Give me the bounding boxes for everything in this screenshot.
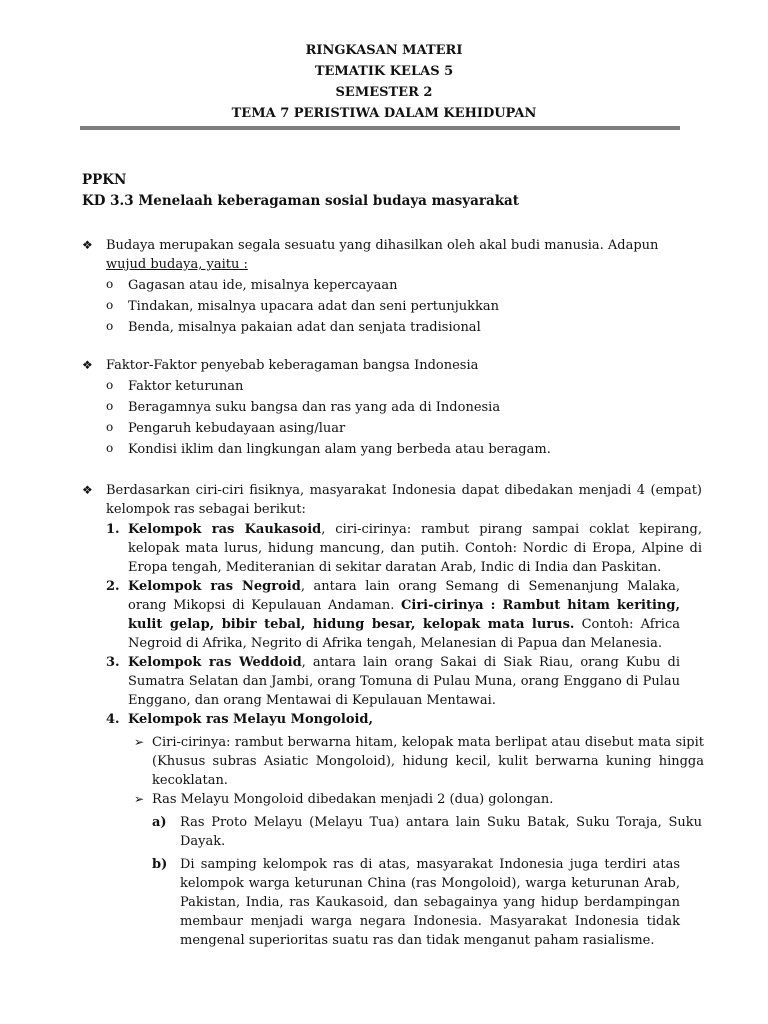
section-budaya <box>82 236 680 339</box>
alpha-item <box>82 855 680 950</box>
item-text: , antara lain orang Semang di Semenanjung Malaka, orang Mikopsi di Kepulauan Andaman. <box>128 579 680 613</box>
arrow-item <box>82 790 702 809</box>
alpha-item-text: Di samping kelompok ras di atas, masyarakat Indonesia juga terdiri atas kelompok warga keturunan China (ras Mongoloid), warga keturunan Arab, Pakistan, India, ras Kaukasoid, dan sebagainya yang hidup berdampingan membaur menjadi warga negara Indonesia. Masyarakat Indonesia tidak mengenal superioritas suatu ras dan tidak menganut paham rasialisme. <box>180 857 680 948</box>
arrow-item <box>82 733 704 790</box>
item-bold-text: Kelompok ras Melayu Mongoloid, <box>128 712 374 727</box>
item-text: , ciri-cirinya: rambut pirang sampai coklat kepirang, kelopak mata lurus, hidung mancung, dan putih. Contoh: Nordic di Eropa, Alpine di Eropa tengah, Mediteranian di sekitar daratan Arab, Indic di India dan Paskitan. <box>128 522 702 575</box>
circle-bullet-icon: o <box>106 420 114 434</box>
bullet-item <box>82 356 680 375</box>
numbered-item <box>82 520 702 577</box>
section-ras <box>82 481 702 950</box>
list-item-text: Beragamnya suku bangsa dan ras yang ada di Indonesia <box>128 400 501 415</box>
header-line-1: RINGKASAN MATERI <box>305 43 463 58</box>
bullet-item <box>82 481 702 519</box>
alpha-item-text: Ras Proto Melayu (Melayu Tua) antara lain Suku Batak, Suku Toraja, Suku Dayak. <box>180 815 702 849</box>
numbered-item <box>82 577 680 653</box>
header-line-2: TEMATIK KELAS 5 <box>314 64 454 79</box>
item-bold-text: Kelompok ras Negroid <box>128 579 301 594</box>
list-item-text: Benda, misalnya pakaian adat dan senjata tradisional <box>128 320 481 335</box>
section-faktor <box>82 356 680 461</box>
bullet-item <box>82 236 680 274</box>
list-item <box>82 419 680 438</box>
bullet-text: Berdasarkan ciri-ciri fisiknya, masyarakat Indonesia dapat dibedakan menjadi 4 (empat) kelompok ras sebagai berikut: <box>106 483 702 517</box>
alpha-label: b) <box>152 857 168 872</box>
circle-bullet-icon: o <box>106 378 114 392</box>
alpha-label: a) <box>152 815 167 830</box>
arrow-item-text: Ras Melayu Mongoloid dibedakan menjadi 2 (dua) golongan. <box>152 792 554 807</box>
item-number: 2. <box>106 579 120 594</box>
list-item <box>82 440 680 459</box>
list-item <box>82 377 680 396</box>
sub-list <box>82 377 680 459</box>
subject-title: PPKN <box>82 172 127 188</box>
underlined-text: wujud budaya, yaitu : <box>106 257 248 272</box>
numbered-list <box>82 520 702 729</box>
circle-bullet-icon: o <box>106 441 114 455</box>
arrow-item-text: Ciri-cirinya: rambut berwarna hitam, kelopak mata berlipat atau disebut mata sipit (Khusus subras Asiatic Mongoloid), hidung kecil, kulit berwarna kuning hingga kecoklatan. <box>152 735 704 788</box>
diamond-bullet-icon: ❖ <box>82 483 93 497</box>
header-line-3: SEMESTER 2 <box>335 85 433 100</box>
arrow-list <box>82 733 702 809</box>
list-item <box>82 297 680 316</box>
circle-bullet-icon: o <box>106 298 114 312</box>
arrow-bullet-icon: ➢ <box>134 735 145 749</box>
numbered-item <box>82 653 680 710</box>
list-item <box>82 276 680 295</box>
circle-bullet-icon: o <box>106 277 114 291</box>
item-text-2: Contoh: Africa Negroid di Afrika, Negrito di Afrika tengah, Melanesian di Papua dan Melanesia. <box>128 617 681 651</box>
item-bold-text: Kelompok ras Kaukasoid <box>128 522 322 537</box>
numbered-item <box>82 710 702 729</box>
arrow-bullet-icon: ➢ <box>134 792 145 806</box>
list-item-text: Faktor keturunan <box>128 379 244 394</box>
item-number: 1. <box>106 522 120 537</box>
header-line-4: TEMA 7 PERISTIWA DALAM KEHIDUPAN <box>231 106 537 121</box>
circle-bullet-icon: o <box>106 399 114 413</box>
sub-list <box>82 276 680 337</box>
list-item-text: Kondisi iklim dan lingkungan alam yang berbeda atau beragam. <box>128 442 551 457</box>
list-item-text: Tindakan, misalnya upacara adat dan seni pertunjukkan <box>128 299 500 314</box>
diamond-bullet-icon: ❖ <box>82 358 93 372</box>
item-bold-text: Kelompok ras Weddoid <box>128 655 302 670</box>
item-number: 3. <box>106 655 120 670</box>
bullet-text: Budaya merupakan segala sesuatu yang dihasilkan oleh akal budi manusia. Adapun <box>106 238 659 253</box>
document-header <box>0 40 768 124</box>
alpha-item <box>82 813 702 851</box>
alpha-list <box>82 813 702 950</box>
bullet-text: Faktor-Faktor penyebab keberagaman bangsa Indonesia <box>106 358 479 373</box>
circle-bullet-icon: o <box>106 319 114 333</box>
list-item-text: Gagasan atau ide, misalnya kepercayaan <box>128 278 398 293</box>
diamond-bullet-icon: ❖ <box>82 238 93 252</box>
item-text: , antara lain orang Sakai di Siak Riau, orang Kubu di Sumatra Selatan dan Jambi, orang Tomuna di Pulau Muna, orang Enggano di Pulau Enggano, dan orang Mentawai di Kepulauan Mentawai. <box>128 655 680 708</box>
item-number: 4. <box>106 712 120 727</box>
list-item <box>82 398 680 417</box>
kd-title: KD 3.3 Menelaah keberagaman sosial budaya masyarakat <box>82 193 520 209</box>
list-item <box>82 318 680 337</box>
header-divider <box>80 126 680 130</box>
item-bold-text-2: Ciri-cirinya : Rambut hitam keriting, kulit gelap, bibir tebal, hidung besar, kelopak mata lurus. <box>128 598 680 632</box>
list-item-text: Pengaruh kebudayaan asing/luar <box>128 421 346 436</box>
